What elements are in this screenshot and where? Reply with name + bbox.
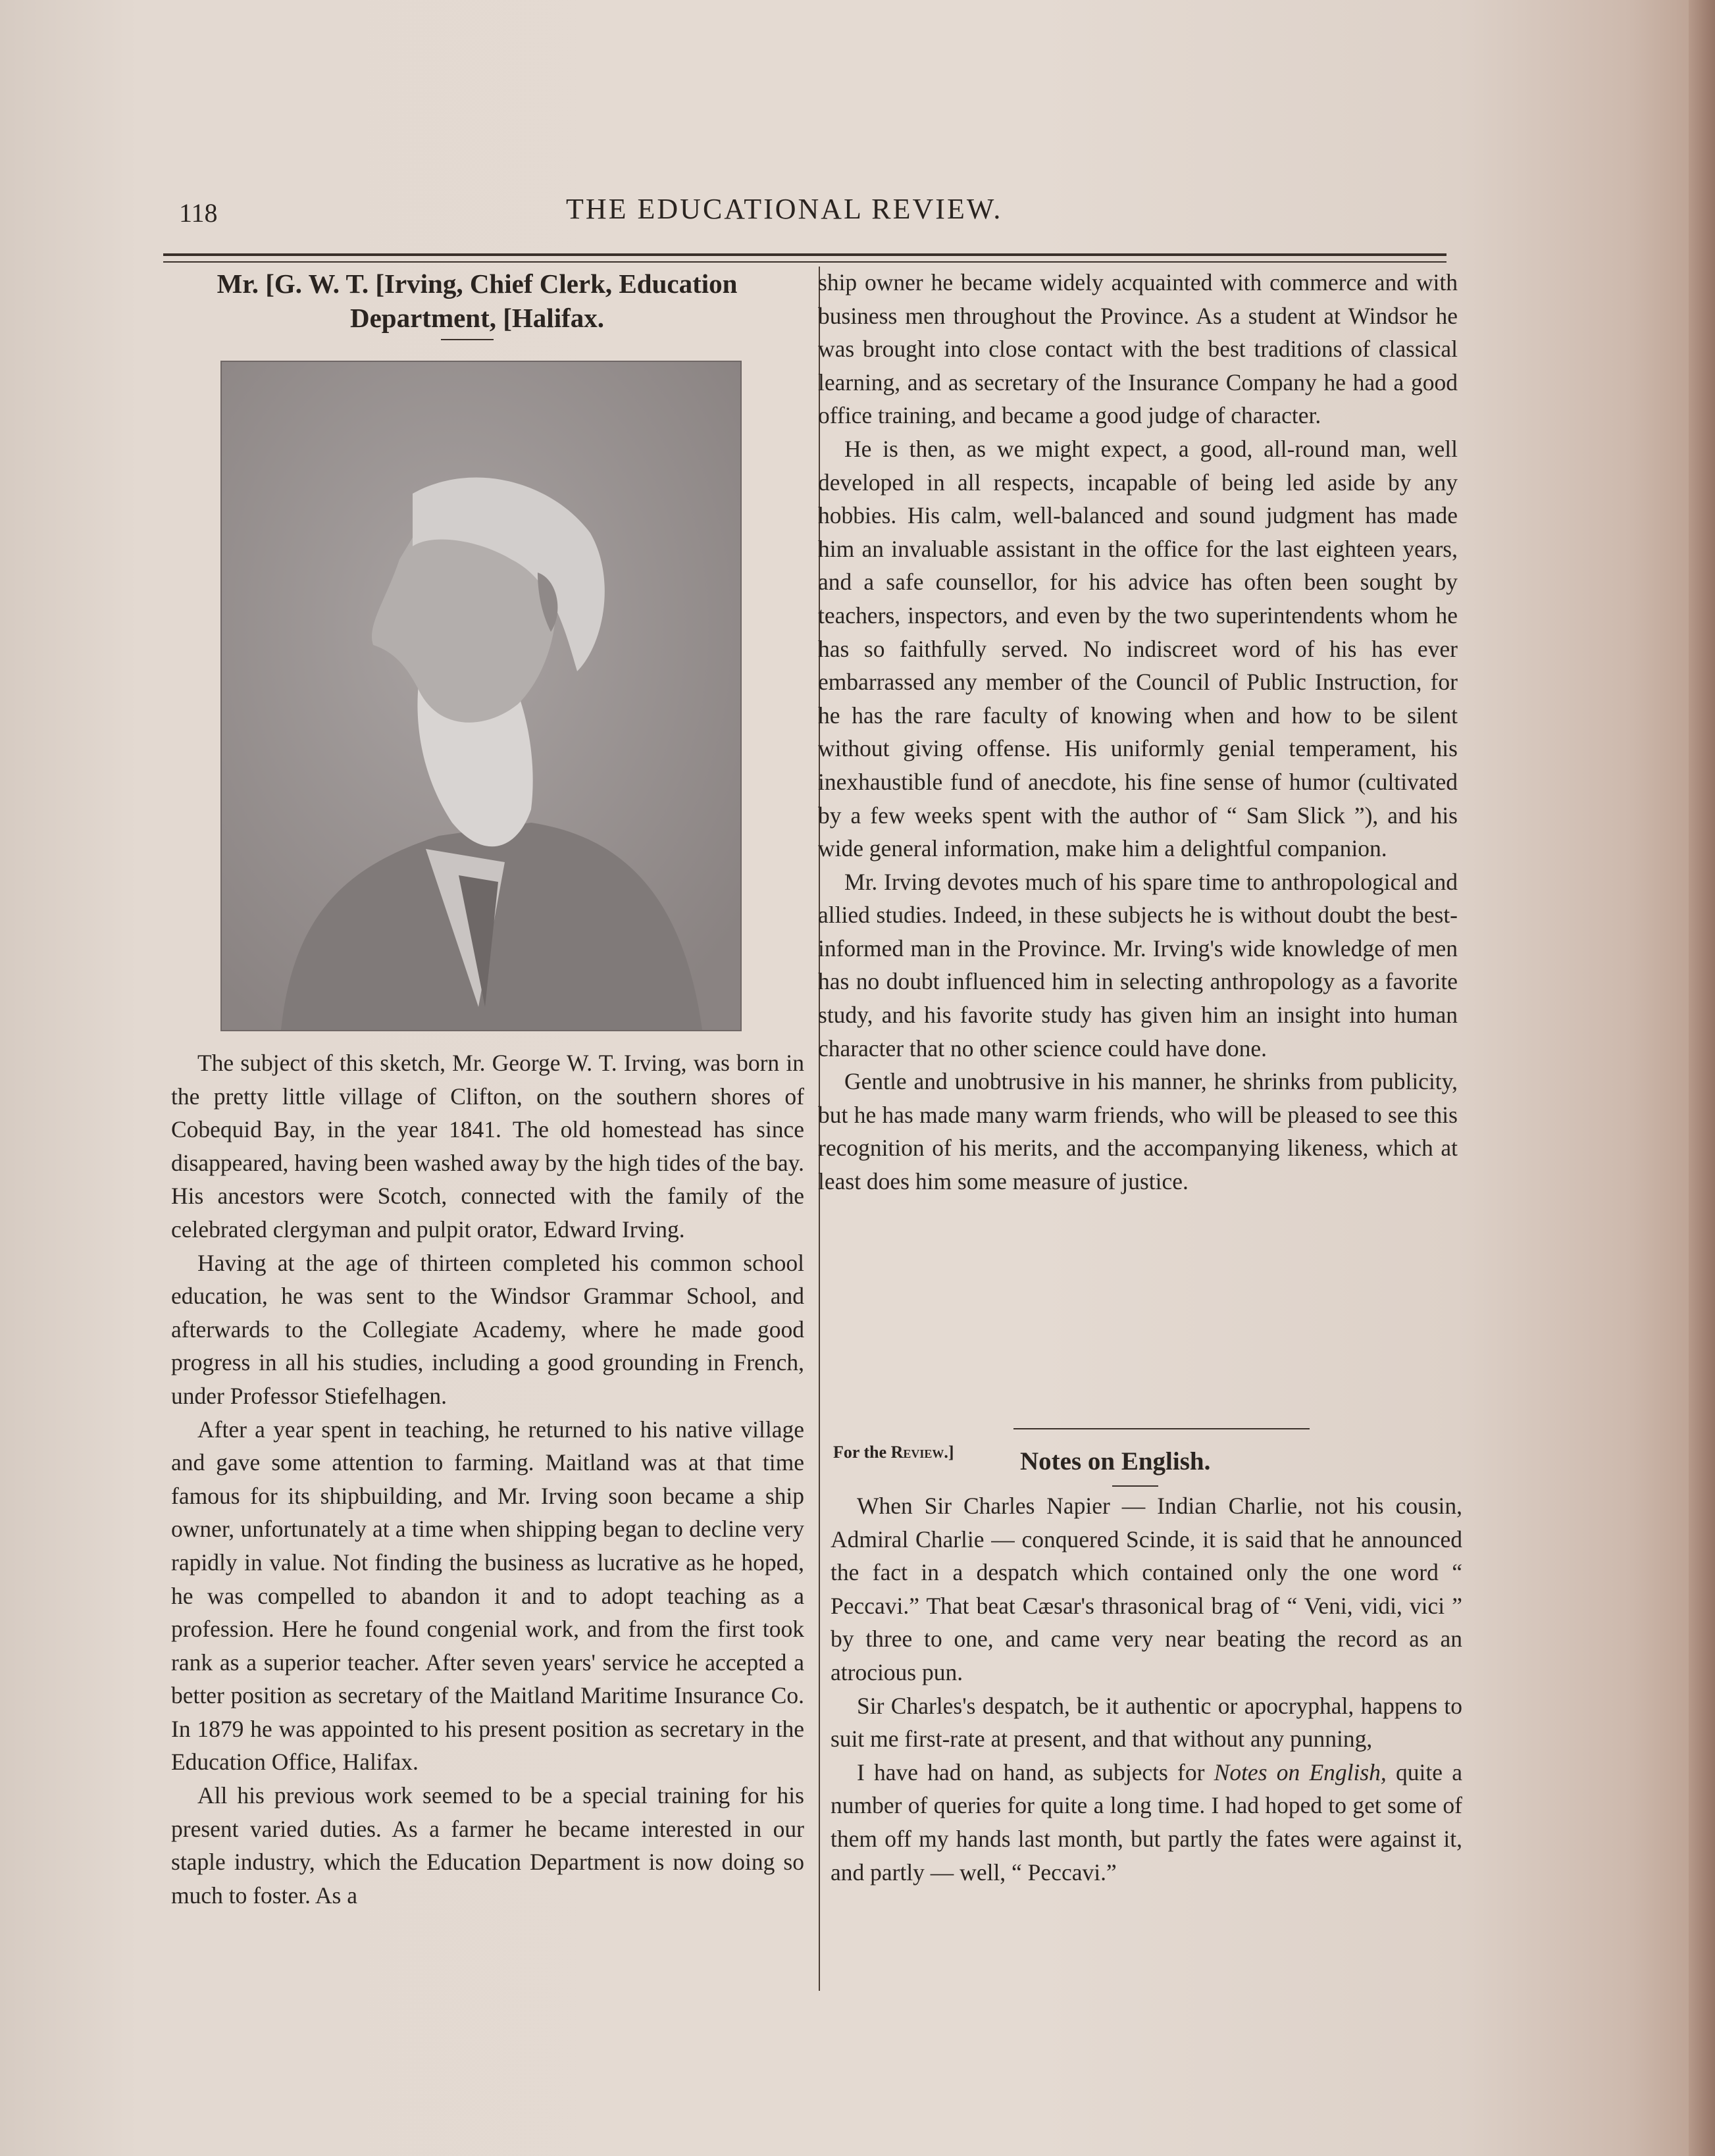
section-rule [1013,1428,1310,1429]
right-column-article [818,266,1458,1198]
notes-paragraph [831,1756,1462,1889]
article-paragraph: Having at the age of thirteen completed his common school education, he was sent to the Windsor Grammar School, and afterwards to the Collegiate Academy, where he made good progress in all his studies, including a good grounding in French, under Professor Stiefelhagen. [171,1249,804,1409]
notes-label-word: Review. [890,1443,948,1462]
article-paragraph: After a year spent in teaching, he returned to his native village and gave some attention to farming. Maitland was at that time famous for its shipbuilding, and Mr. Irving soon became a ship owner, unfortunately at a time when shipping began to decline very rapidly in value. Not finding the business as lucrative as he hoped, he was compelled to abandon it and to adopt teaching as a profession. Here he found congenial work, and from the first took rank as a superior teacher. After seven years' service he accepted a better position as secretary of the Maitland Maritime Insurance Co. In 1879 he was appointed to his present position as secretary in the Education Office, Halifax. [171,1416,804,1776]
article-paragraph: All his previous work seemed to be a special training for his present varied duties. As a farmer he became interested in our staple industry, which the Education Department is now doing so much to foster. As a [171,1782,804,1909]
article-paragraph: The subject of this sketch, Mr. George W. T. Irving, was born in the pretty little village of Clifton, on the southern shores of Cobequid Bay, in the year 1841. The old homestead has since disappeared, having been washed away by the high tides of the bay. His ancestors were Scotch, connected with the family of the celebrated clergyman and pulpit orator, Edward Irving. [171,1050,804,1243]
notes-label-suffix: ] [948,1443,954,1462]
notes-column [831,1489,1462,1889]
header-rule [163,253,1446,256]
notes-p3-italic: Notes on English, [1214,1758,1387,1785]
article-title [155,267,800,335]
notes-paragraph: Sir Charles's despatch, be it authentic or apocryphal, happens to suit me first-rate at present, and that without any punning, [831,1692,1462,1753]
notes-title-rule [1112,1485,1158,1487]
left-column [171,1046,804,1912]
header-rule-thin [163,261,1446,263]
running-head: THE EDUCATIONAL REVIEW. [566,193,1003,225]
article-paragraph-continued: ship owner he became widely acquainted with commerce and with business men throughout the Province. As a student at Windsor he was brought into close contact with the best traditions of classical learning, and as secretary of the Insurance Company he had a good office training, and became a good judge of character. [818,269,1458,429]
notes-label-prefix: For the [833,1443,887,1462]
article-title-line2: Department, [Halifax. [350,303,604,333]
notes-p3-before: I have had on hand, as subjects for [857,1758,1205,1785]
article-title-line1: Mr. [G. W. T. [Irving, Chief Clerk, Education [217,269,738,299]
article-paragraph: He is then, as we might expect, a good, all-round man, well developed in all respects, incapable of being led aside by any hobbies. His calm, well-balanced and sound judgment has made him an invaluable assistant in the office for the last eighteen years, and a safe counsellor, for his advice has often been sought by teachers, inspectors, and even by the two superintendents whom he has so faithfully served. No indiscreet word of his has ever embarrassed any member of the Council of Public Instruction, for he has the rare faculty of knowing when and how to be silent without giving offense. His uniformly genial temperament, his inexhaustible fund of anecdote, his fine sense of humor (cultivated by a few weeks spent with the author of “ Sam Slick ”), and his wide general information, make him a delightful companion. [818,435,1458,862]
page-edge [1689,0,1715,2156]
portrait-image [222,362,740,1030]
article-paragraph: Gentle and unobtrusive in his manner, he shrinks from publicity, but he has made many warm friends, who will be pleased to see this recognition of his merits, and the accompanying likeness, which at least does him some measure of justice. [818,1068,1458,1195]
notes-paragraph: When Sir Charles Napier — Indian Charlie, not his cousin, Admiral Charlie — conquered Scinde, it is said that he announced the fact in a despatch which contained only the one word “ Peccavi.” That beat Cæsar's thrasonical brag of “ Veni, vidi, vici ” by three to one, and came very near beating the record as an atrocious pun. [831,1493,1462,1685]
notes-p3-after: quite a number of queries for quite a long time. I had hoped to get some of them off my hands last month, but partly the fates were against it, and partly — well, “ Peccavi.” [831,1758,1463,1886]
title-rule [441,339,494,340]
article-paragraph: Mr. Irving devotes much of his spare time to anthropological and allied studies. Indeed, in these subjects he is without doubt the best-informed man in the Province. Mr. Irving's wide knowledge of men has no doubt influenced him in selecting anthropology as a favorite study, and his favorite study has given him an insight into human character that no other science could have done. [818,868,1458,1062]
portrait-photo [220,361,742,1031]
notes-source-label [833,1443,954,1462]
page-number: 118 [179,198,218,228]
notes-title: Notes on English. [1020,1447,1211,1476]
